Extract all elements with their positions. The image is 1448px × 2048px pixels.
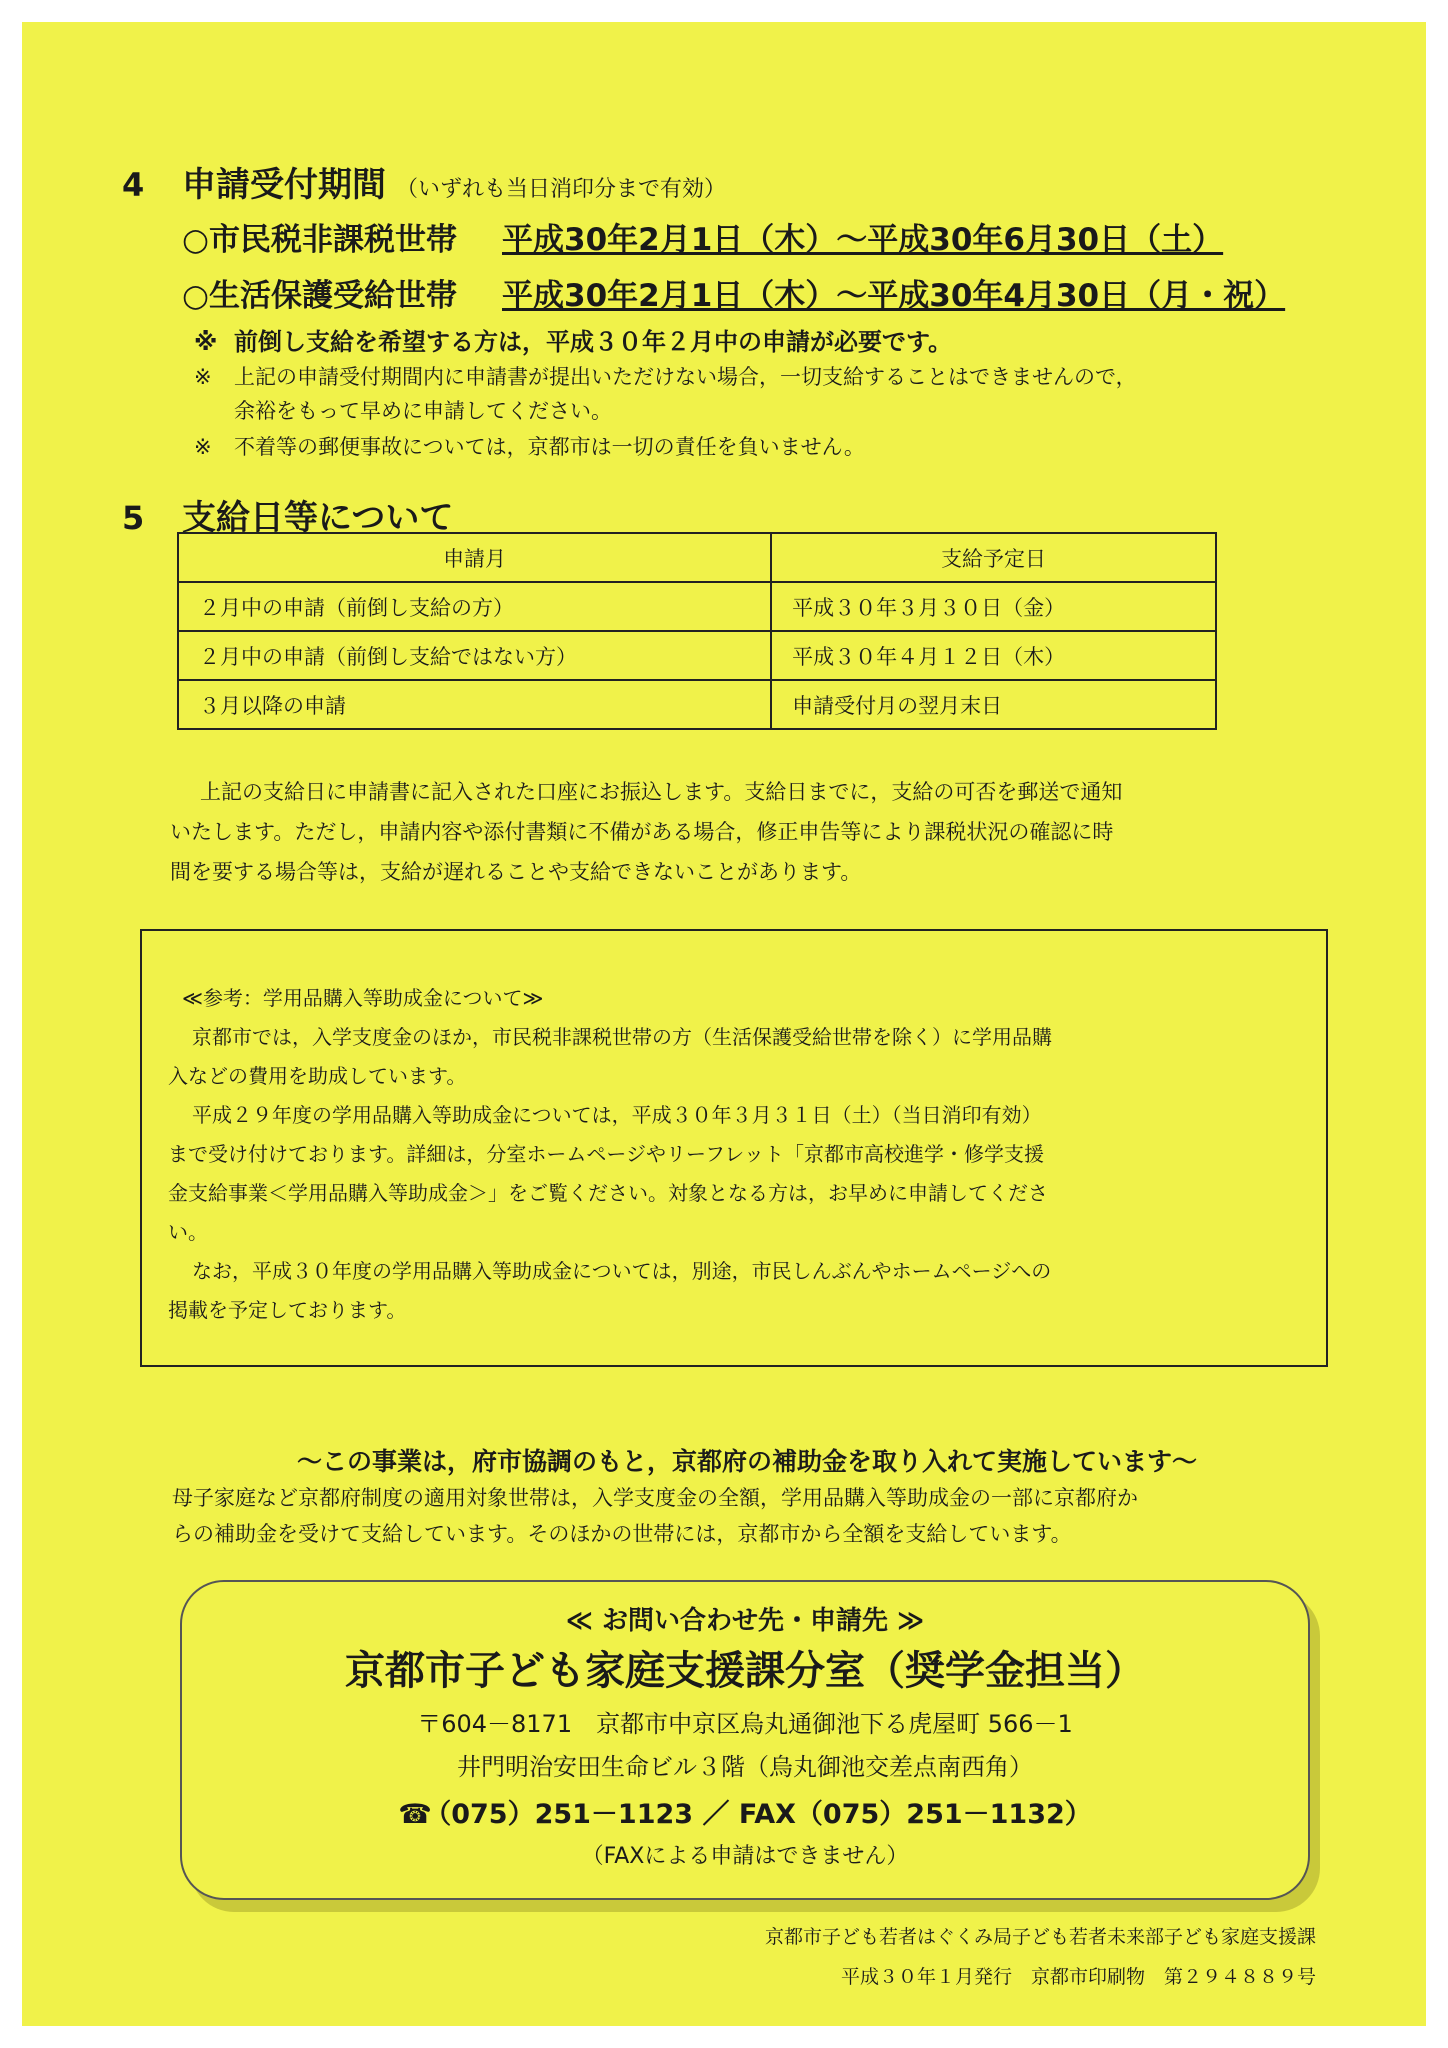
table-cell: ２月中の申請（前倒し支給の方） [178, 582, 771, 631]
period-label: ○市民税非課税世帯 [182, 222, 458, 258]
note-text: 上記の申請受付期間内に申請書が提出いただけない場合，一切支給することはできませんので， [234, 365, 1137, 389]
box-line: 金支給事業＜学用品購入等助成金＞」をご覧ください。対象となる方は，お早めに申請してくださ [168, 1181, 1048, 1205]
paragraph-line: 上記の支給日に申請書に記入された口座にお振込します。支給日までに，支給の可否を郵送で通知 [200, 780, 1123, 804]
contact-box [180, 1580, 1310, 1900]
section5-title: 支給日等について [182, 498, 454, 538]
period-row-welfare [182, 270, 1285, 315]
table-row [178, 631, 1216, 680]
payment-schedule-table [177, 532, 1217, 730]
contact-phone-numbers: （075）251－1123 ／ FAX（075）251－1132） [424, 1799, 1092, 1830]
note-mark: ※ [194, 435, 212, 459]
contact-header: ≪ お問い合わせ先・申請先 ≫ [565, 1606, 925, 1636]
period-row-tax-exempt [182, 214, 1223, 259]
box-line: 掲載を予定しております。 [168, 1298, 407, 1322]
table-cell: ２月中の申請（前倒し支給ではない方） [178, 631, 771, 680]
reference-box [140, 929, 1328, 1367]
section4-number: 4 [122, 166, 145, 204]
box-line: なお，平成３０年度の学用品購入等助成金については，別途，市民しんぶんやホームページへの [192, 1259, 1052, 1283]
footer-department: 京都市子ども若者はぐくみ局子ども若者未来部子ども家庭支援課 [764, 1926, 1316, 1948]
contact-address-line2: 井門明治安田生命ビル３階（烏丸御池交差点南西角） [457, 1753, 1033, 1781]
box-line: い。 [168, 1220, 208, 1244]
footer-publication: 平成３０年１月発行 京都市印刷物 第２９４８８９号 [840, 1966, 1316, 1988]
table-row [178, 680, 1216, 729]
paragraph-line: らの補助金を受けて支給しています。そのほかの世帯には，京都市から全額を支給しています。 [172, 1522, 1072, 1546]
note-text: 前倒し支給を希望する方は，平成３０年２月中の申請が必要です。 [234, 328, 953, 356]
note-text-continued: 余裕をもって早めに申請してください。 [234, 399, 612, 423]
note-mark: ※ [194, 328, 218, 356]
period-value: 平成30年2月1日（木）～平成30年6月30日（土） [502, 222, 1224, 258]
period-value: 平成30年2月1日（木）～平成30年4月30日（月・祝） [502, 278, 1286, 314]
box-line: 京都市では，入学支度金のほか，市民税非課税世帯の方（生活保護受給世帯を除く）に学用品購 [192, 1025, 1052, 1049]
header-application-month: 申請月 [178, 533, 771, 582]
table-cell: ３月以降の申請 [178, 680, 771, 729]
section4-title: 申請受付期間 [182, 165, 386, 205]
phone-icon: ☎ [398, 1799, 432, 1830]
note-advance-payment [194, 322, 952, 357]
section4-heading [122, 157, 726, 206]
table-header-row [178, 533, 1216, 582]
funding-paragraph [172, 1480, 1342, 1552]
period-label: ○生活保護受給世帯 [182, 278, 458, 314]
note-text: 不着等の郵便事故については，京都市は一切の責任を負いません。 [234, 435, 865, 459]
paragraph-line: 母子家庭など京都府制度の適用対象世帯は，入学支度金の全額，学用品購入等助成金の一部に京都府か [172, 1486, 1138, 1510]
table-cell: 平成３０年３月３０日（金） [771, 582, 1216, 631]
section4-note: （いずれも当日消印分まで有効） [396, 177, 727, 202]
box-line: まで受け付けております。詳細は，分室ホームページやリーフレット「京都市高校進学・修学支援 [168, 1142, 1044, 1166]
reference-box-title: ≪参考：学用品購入等助成金について≫ [182, 986, 544, 1010]
note-postal-accident [194, 430, 1344, 464]
funding-headline: ～この事業は，府市協調のもと，京都府の補助金を取り入れて実施しています～ [296, 1447, 1197, 1476]
contact-phone-line [182, 1792, 1308, 1831]
section5-number: 5 [122, 499, 145, 537]
table-cell: 平成３０年４月１２日（木） [771, 631, 1216, 680]
box-line: 入などの費用を助成しています。 [168, 1064, 467, 1088]
contact-address-line1: 〒604－8171 京都市中京区烏丸通御池下る虎屋町 566－1 [417, 1710, 1073, 1738]
document-page [22, 22, 1426, 2026]
box-line: 平成２９年度の学用品購入等助成金については，平成３０年３月３１日（土）（当日消印有効） [192, 1103, 1042, 1127]
table-cell: 申請受付月の翌月末日 [771, 680, 1216, 729]
note-deadline [194, 360, 1344, 428]
header-payment-date: 支給予定日 [771, 533, 1216, 582]
table-row [178, 582, 1216, 631]
paragraph-line: いたします。ただし，申請内容や添付書類に不備がある場合，修正申告等により課税状況の確認に時 [170, 820, 1114, 844]
paragraph-line: 間を要する場合等は，支給が遅れることや支給できないことがあります。 [170, 860, 862, 884]
payment-notice-paragraph [170, 772, 1330, 892]
contact-organization: 京都市子ども家庭支援課分室（奨学金担当） [345, 1648, 1145, 1694]
note-mark: ※ [194, 365, 212, 389]
contact-fax-note: （FAXによる申請はできません） [581, 1844, 909, 1869]
